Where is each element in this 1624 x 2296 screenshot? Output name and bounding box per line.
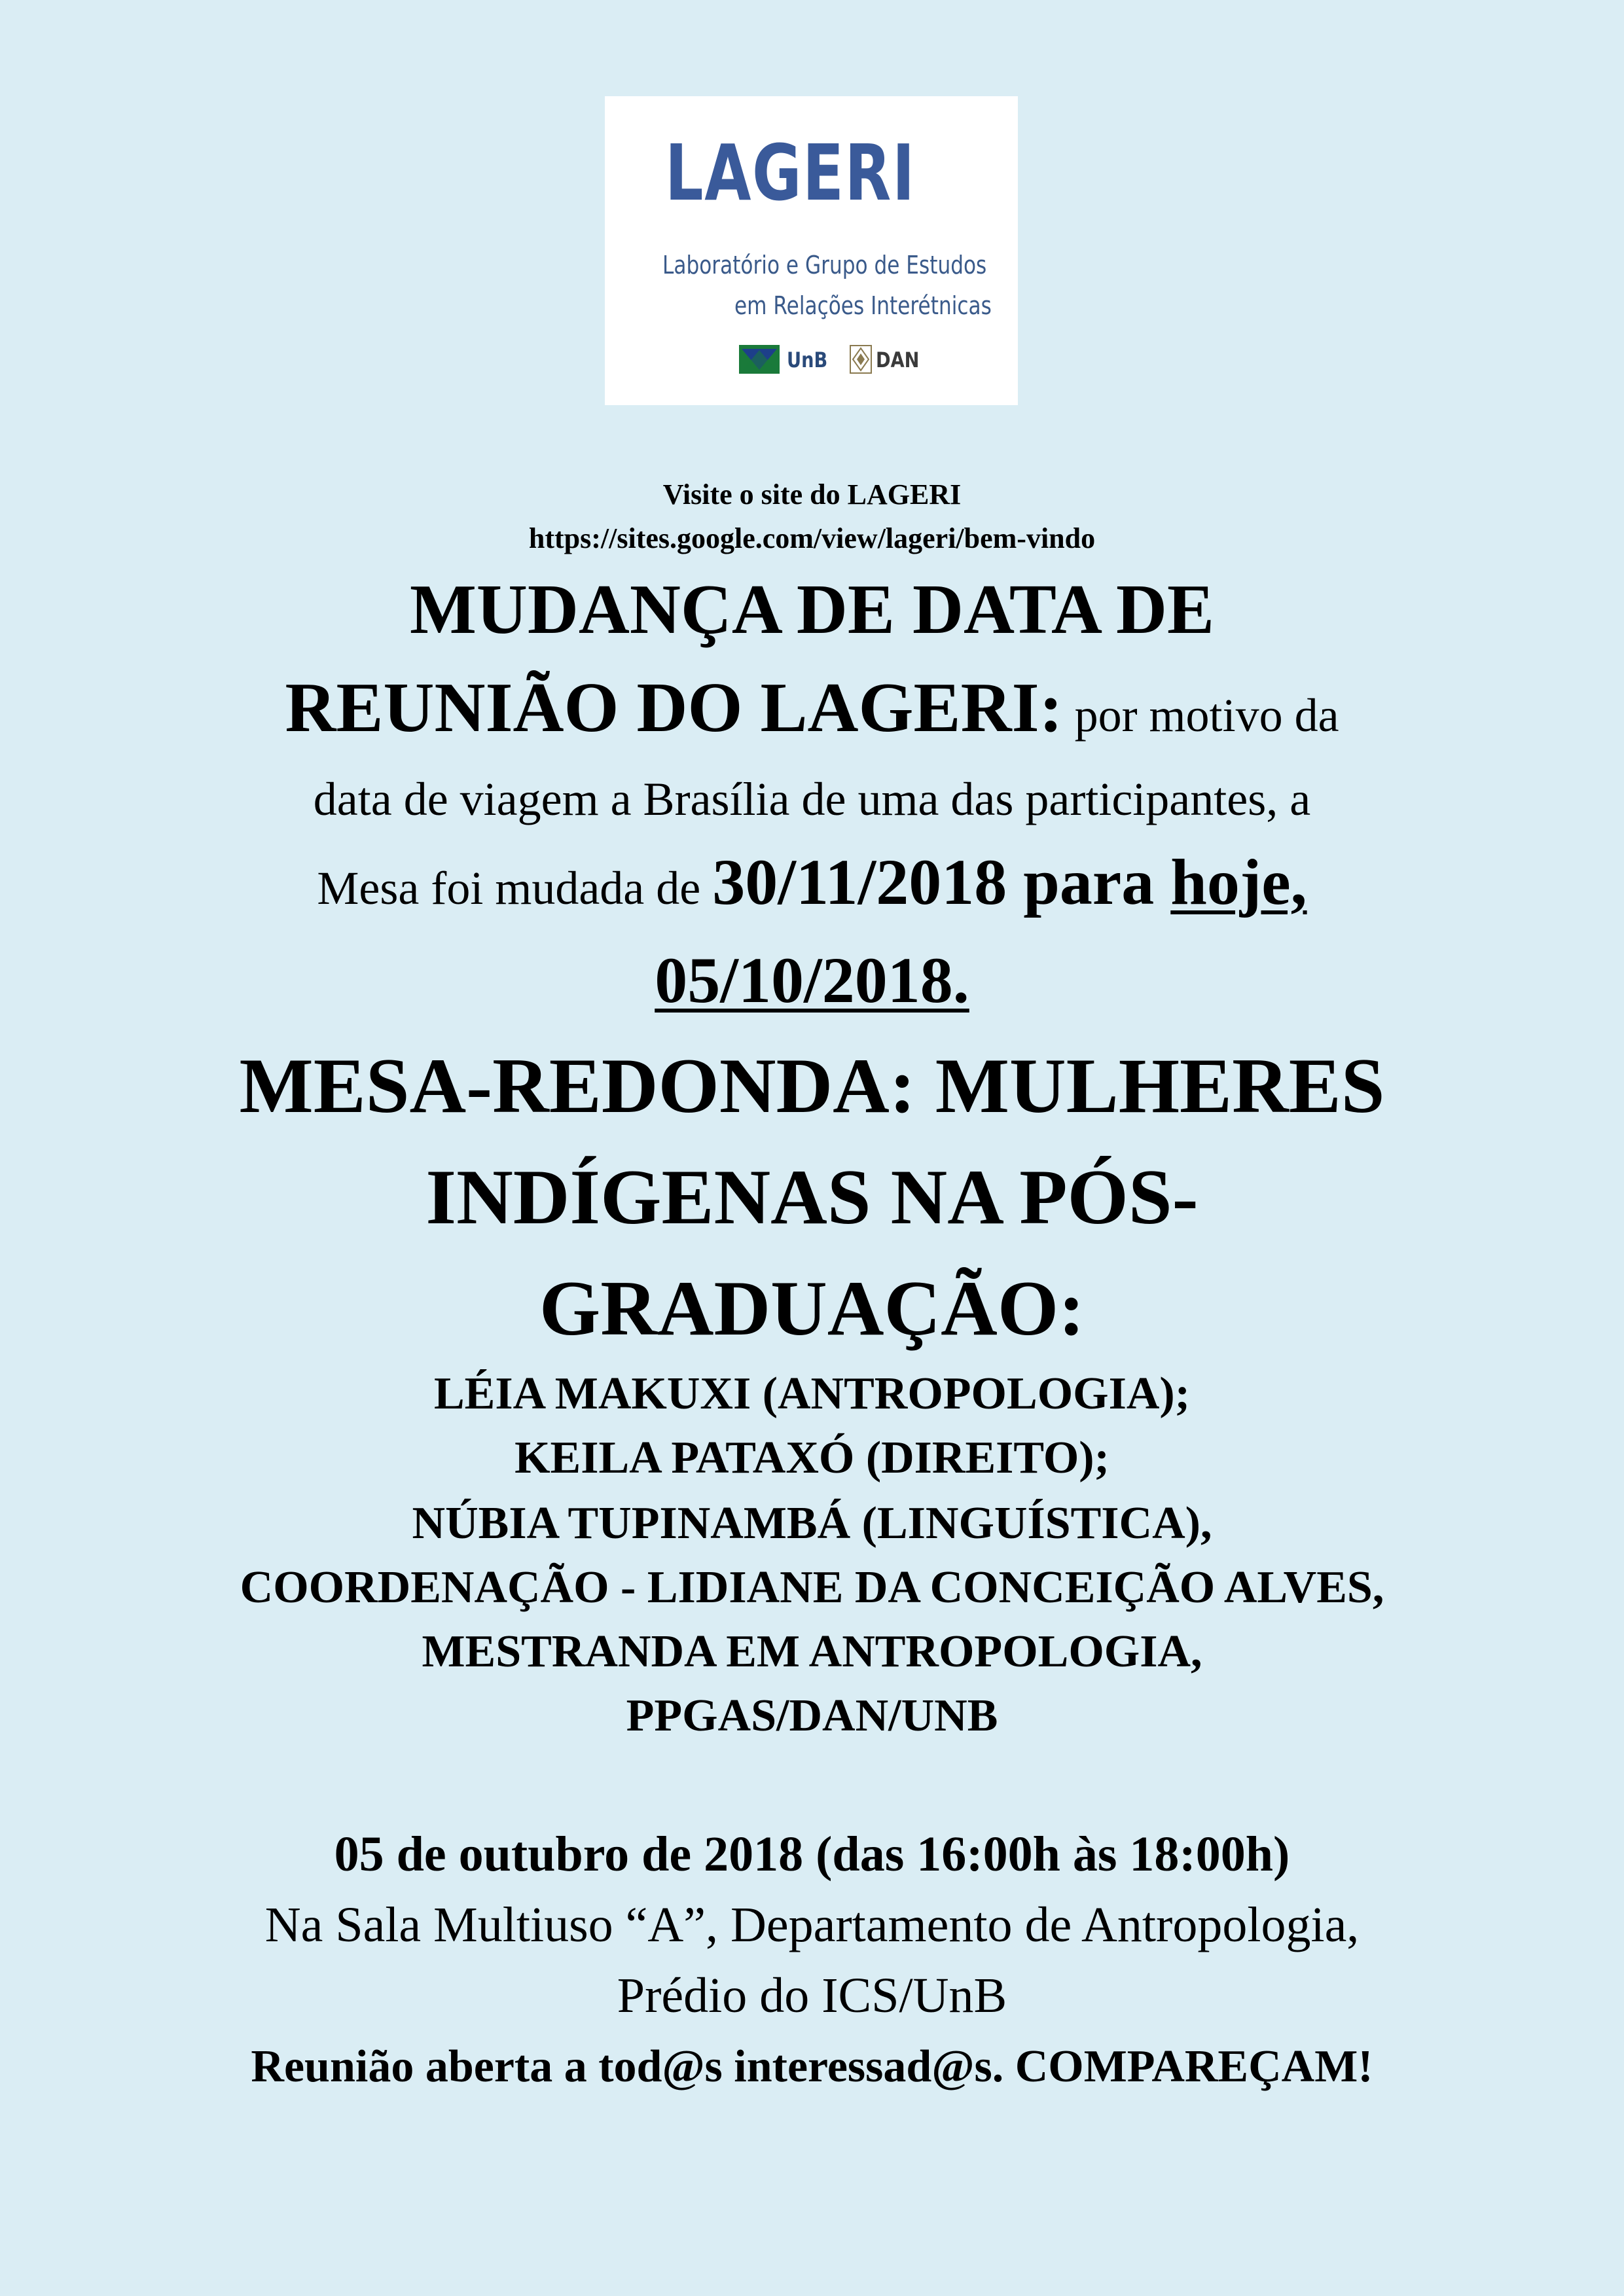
participant-line: NÚBIA TUPINAMBÁ (LINGUÍSTICA), [412, 1498, 1212, 1549]
notice-heading-line2 [0, 668, 1624, 749]
unb-label: UnB [787, 348, 828, 372]
notice-heading-line2-text: REUNIÃO DO LAGERI: [285, 669, 1063, 747]
logo-subtitle-line2: em Relações Interétnicas [734, 291, 992, 320]
open-invitation: Reunião aberta a tod@s interessad@s. COMPAREÇAM! [251, 2041, 1373, 2092]
mesa-title-line2: INDÍGENAS NA PÓS- [425, 1153, 1199, 1240]
notice-reason-part1: por motivo da [1062, 689, 1339, 742]
mesa-title-line1: MESA-REDONDA: MULHERES [239, 1042, 1385, 1129]
logo-subtitle-line1: Laboratório e Grupo de Estudos [662, 251, 987, 279]
new-date-line [0, 942, 1624, 1018]
new-date-word: hoje, [1170, 846, 1307, 918]
old-date: 30/11/2018 para [712, 846, 1171, 918]
logo-title: LAGERI [665, 128, 916, 218]
participant-line: PPGAS/DAN/UNB [626, 1691, 998, 1741]
lageri-logo [605, 96, 1018, 405]
participant-line: COORDENAÇÃO - LIDIANE DA CONCEIÇÃO ALVES, [240, 1562, 1384, 1613]
notice-reason-line3-prefix: Mesa foi mudada de [317, 862, 713, 914]
new-date: 05/10/2018. [655, 944, 969, 1016]
notice-heading-line1: MUDANÇA DE DATA DE [409, 571, 1215, 649]
site-url[interactable]: https://sites.google.com/view/lageri/bem-vindo [528, 522, 1096, 554]
dan-logo-icon [850, 345, 872, 374]
event-date-time: 05 de outubro de 2018 (das 16:00h às 18:00h) [334, 1827, 1290, 1882]
event-location-line2: Prédio do ICS/UnB [617, 1968, 1007, 2023]
notice-reason-line3 [0, 844, 1624, 920]
dan-label: DAN [876, 348, 920, 372]
notice-reason-line2: data de viagem a Brasília de uma das participantes, a [313, 773, 1311, 825]
participant-line: LÉIA MAKUXI (ANTROPOLOGIA); [433, 1369, 1191, 1419]
event-location-line1: Na Sala Multiuso “A”, Departamento de Antropologia, [264, 1897, 1360, 1952]
participant-line: KEILA PATAXÓ (DIREITO); [514, 1433, 1110, 1483]
site-label: Visite o site do LAGERI [662, 478, 962, 511]
participant-line: MESTRANDA EM ANTROPOLOGIA, [422, 1626, 1202, 1677]
unb-logo-icon [739, 345, 780, 374]
mesa-title-line3: GRADUAÇÃO: [539, 1265, 1085, 1352]
